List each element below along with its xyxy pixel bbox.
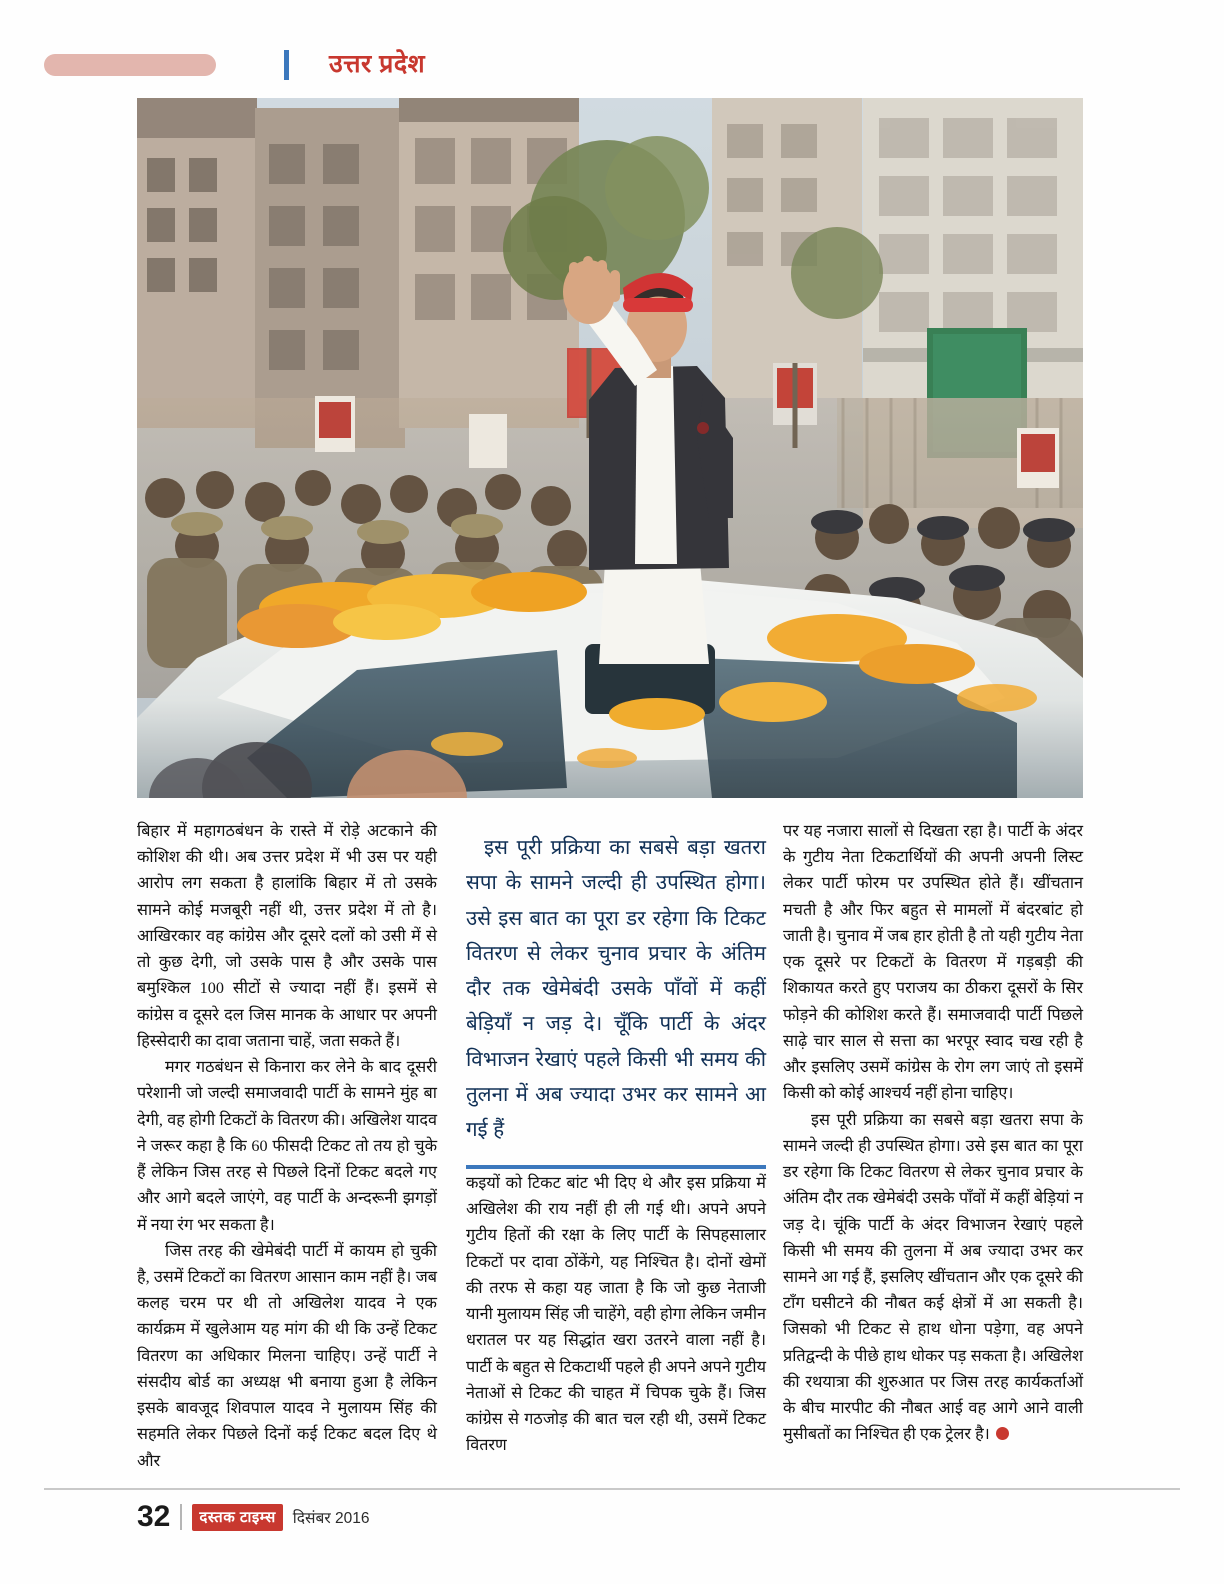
masthead-logo: दस्तक टाइम्स <box>192 1504 282 1531</box>
page-header <box>44 46 1180 86</box>
issue-date: दिसंबर 2016 <box>292 1510 370 1527</box>
body-column-1 <box>137 818 437 1474</box>
page-number: 32 <box>137 1500 171 1533</box>
page-footer <box>137 1497 369 1537</box>
header-accent-bar <box>284 50 289 80</box>
pull-quote-rule <box>466 1165 766 1169</box>
footer-separator <box>180 1504 182 1530</box>
pull-quote <box>466 830 766 1169</box>
footer-divider <box>44 1488 1180 1490</box>
paragraph-text: इस पूरी प्रक्रिया का सबसे बड़ा खतरा सपा के सामने जल्दी ही उपस्थित होगा। उसे इस बात का पूरा डर रहेगा कि टिकट वितरण से लेकर चुनाव प्रचार के अंतिम दौर तक खेमेबंदी उसके पॉंवों में कहीं बेड़ियां न जड़ दे। चूंकि पार्टी के अंदर विभाजन रेखाएं पहले किसी भी समय की तुलना में अब ज्यादा उभर कर सामने आ गई हैं, इसलिए खींचतान और एक दूसरे की टॉंग घसीटने की नौबत कई क्षेत्रों में आ सकती है। जिसको भी टिकट से हाथ धोना पड़ेगा, वह अपने प्रतिद्वन्दी के पीछे हाथ धोकर पड़ सकता है। अखिलेश की रथयात्रा की शुरुआत पर जिस तरह कार्यकर्ताओं के बीच मारपीट की नौबत आई वह आगे आने वाली मुसीबतों का निश्चित ही एक ट्रेलर है। <box>783 1110 1083 1444</box>
paragraph: पर यह नजारा सालों से दिखता रहा है। पार्टी के अंदर के गुटीय नेता टिकटार्थियों की अपनी अपनी लिस्ट लेकर पार्टी फोरम पर उपस्थित होते हैं। खींचतान मचती है और फिर बहुत से मामलों में बंदरबांट हो जाती है। चुनाव में जब हार होती है तो यही गुटीय नेता एक दूसरे पर टिकटों के वितरण में गड़बड़ी की शिकायत करते हुए पराजय का ठीकरा दूसरों के सिर फोड़ने की कोशिश करते हैं। समाजवादी पार्टी पिछले साढ़े चार साल से सत्ता का भरपूर स्वाद चख रही है और इसलिए उसमें कांग्रेस के रोग लग जाएं तो इसमें किसी को कोई आश्चर्य नहीं होना चाहिए। <box>783 822 1083 1103</box>
paragraph: जिस तरह की खेमेबंदी पार्टी में कायम हो चुकी है, उसमें टिकटों का वितरण आसान काम नहीं है। जब कलह चरम पर थी तो अखिलेश यादव ने एक कार्यक्रम में खुलेआम यह मांग की थी कि उन्हें टिकट वितरण का अधिकार मिलना चाहिए। उन्हें पार्टी ने संसदीय बोर्ड का अध्यक्ष भी बनाया हुआ है लेकिन इसके बावजूद शिवपाल यादव ने मुलायम सिंह की सहमति लेकर पिछले दिनों कई टिकट बदल दिए थे और <box>137 1241 437 1470</box>
body-column-3 <box>783 818 1083 1448</box>
end-of-article-dot <box>996 1427 1009 1440</box>
paragraph: कइयों को टिकट बांट भी दिए थे और इस प्रक्रिया में अखिलेश की राय नहीं ही ली गई थी। अपने अपने गुटीय हितों की रक्षा के लिए पार्टी के सिपहसालार टिकटों पर दावा ठोंकेंगे, यह निश्चित है। दोनों खेमों की तरफ से कहा यह जाता है कि जो कुछ नेताजी यानी मुलायम सिंह जी चाहेंगे, वही होगा लेकिन जमीन धरातल पर यह सिद्धांत खरा उतरने वाला नहीं है। पार्टी के बहुत से टिकटार्थी पहले ही अपने अपने गुटीय नेताओं से टिकट की चाहत में चिपक चुके हैं। जिस कांग्रेस से गठजोड़ की बात चल रही थी, उसमें टिकट वितरण <box>466 1174 766 1455</box>
paragraph <box>783 1107 1083 1448</box>
pull-quote-text: इस पूरी प्रक्रिया का सबसे बड़ा खतरा सपा के सामने जल्दी ही उपस्थित होगा। उसे इस बात का पूरा डर रहेगा कि टिकट वितरण से लेकर चुनाव प्रचार के अंतिम दौर तक खेमेबंदी उसके पॉंवों में कहीं बेड़ियॉं न जड़ दे। चूॅंकि पार्टी के अंदर विभाजन रेखाएं पहले किसी भी समय की तुलना में अब ज्यादा उभर कर सामने आ गई हैं <box>466 836 766 1141</box>
paragraph: मगर गठबंधन से किनारा कर लेने के बाद दूसरी परेशानी जो जल्दी समाजवादी पार्टी के सामने मुंह बा देगी, वह होगी टिकटों के वितरण की। अखिलेश यादव ने जरूर कहा है कि 60 फीसदी टिकट तो तय हो चुके हैं लेकिन जिस तरह से पिछले दिनों टिकट बदले गए और आगे बदले जाएंगे, वह पार्टी के अन्दरूनी झगड़ों में नया रंग भर सकता है। <box>137 1058 437 1234</box>
body-column-2 <box>466 1170 766 1459</box>
section-title: उत्तर प्रदेश <box>329 50 426 78</box>
akhilesh-yadav-roadshow-photo <box>137 98 1083 798</box>
paragraph: बिहार में महागठबंधन के रास्ते में रोड़े अटकाने की कोशिश की थी। अब उत्तर प्रदेश में भी उस पर यही आरोप लग सकता है हालांकि बिहार में तो उसके सामने कोई मजबूरी नहीं थी, उत्तर प्रदेश में तो है। आखिरकार वह कांग्रेस और दूसरे दलों को उसी में से तो कुछ देगी, जो उसके पास है और उसके पास बमुश्किल 100 सीटों से ज्यादा नहीं हैं। इसमें से कांग्रेस व दूसरे दल जिस मानक के आधार पर अपनी हिस्सेदारी का दावा जताना चाहें, जता सकते हैं। <box>137 822 437 1050</box>
header-color-swatch <box>44 54 216 76</box>
